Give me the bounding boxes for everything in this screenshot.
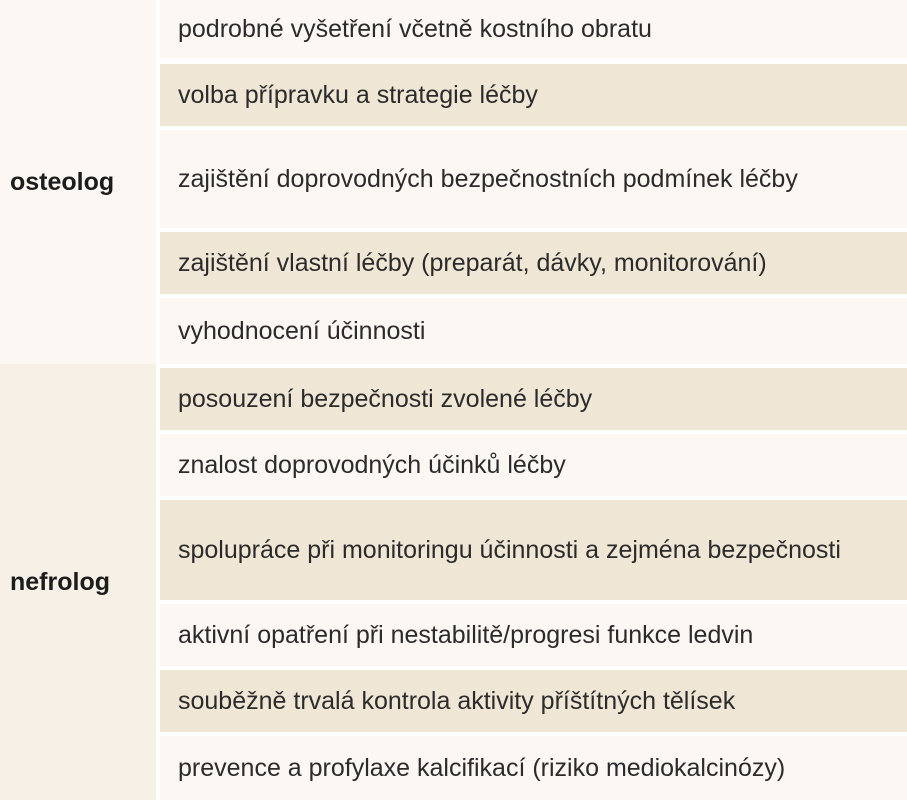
group-osteolog <box>0 0 907 364</box>
task-row: posouzení bezpečnosti zvolené léčby <box>160 368 907 430</box>
task-row: souběžně trvalá kontrola aktivity příštítných tělísek <box>160 670 907 732</box>
task-row: aktivní opatření při nestabilitě/progresi funkce ledvin <box>160 604 907 666</box>
role-cell-osteolog: osteolog <box>0 0 156 364</box>
task-row: volba přípravku a strategie léčby <box>160 64 907 126</box>
task-row: prevence a profylaxe kalcifikací (riziko mediokalcinózy) <box>160 736 907 800</box>
group-nefrolog <box>0 364 907 800</box>
task-row: zajištění doprovodných bezpečnostních podmínek léčby <box>160 130 907 228</box>
task-row: vyhodnocení účinnosti <box>160 298 907 364</box>
task-row: spolupráce při monitoringu účinnosti a zejména bezpečnosti <box>160 500 907 600</box>
task-row: podrobné vyšetření včetně kostního obratu <box>160 0 907 58</box>
task-row: znalost doprovodných účinků léčby <box>160 434 907 496</box>
task-row: zajištění vlastní léčby (preparát, dávky, monitorování) <box>160 232 907 294</box>
role-cell-nefrolog: nefrolog <box>0 364 156 800</box>
